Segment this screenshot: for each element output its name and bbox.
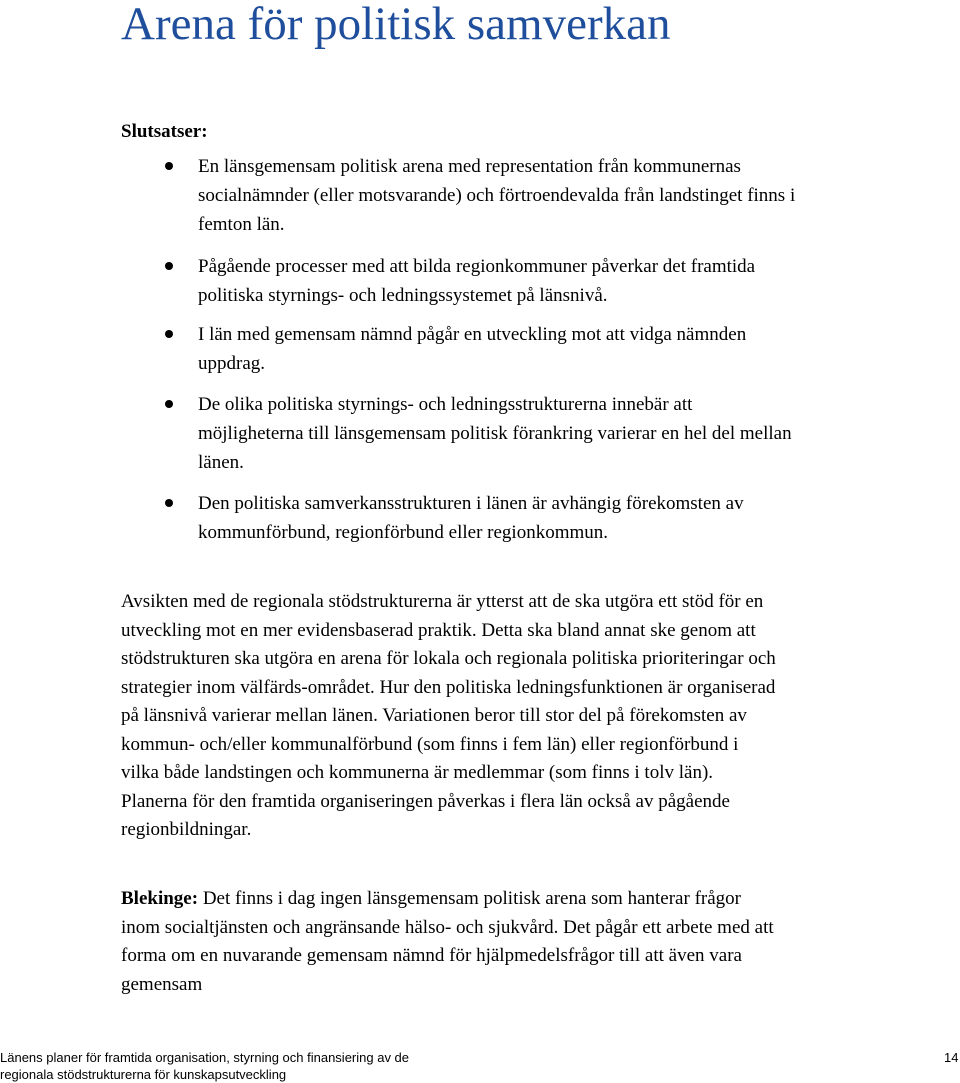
- page-title: Arena för politisk samverkan: [121, 0, 671, 50]
- bullet-icon: [165, 400, 173, 408]
- conclusion-item: [198, 153, 798, 240]
- conclusion-text: Den politiska samverkansstrukturen i länen är avhängig förekomsten av kommunförbund, regionförbund eller regionkommun.: [198, 493, 744, 543]
- conclusion-text: De olika politiska styrnings- och ledningsstrukturerna innebär att möjligheterna till länsgemensam politisk förankring varierar en hel del mellan länen.: [198, 394, 792, 473]
- conclusion-text: I län med gemensam nämnd pågår en utveckling mot att vidga nämnden uppdrag.: [198, 324, 747, 374]
- blekinge-paragraph: [121, 885, 781, 999]
- footer-line: Länens planer för framtida organisation, styrning och finansiering av de: [0, 1050, 410, 1065]
- bullet-icon: [165, 330, 173, 338]
- blekinge-text: Det finns i dag ingen länsgemensam politisk arena som hanterar frågor inom socialtjänsten och angränsande hälso- och sjukvård. Det pågår ett arbete med att forma om en nuvarande gemensam nämnd för hjälpmedelsfrågor till att även vara gemensam: [121, 888, 774, 995]
- conclusion-text: En länsgemensam politisk arena med representation från kommunernas socialnämnder (eller motsvarande) och förtroendevalda från landstinget finns i femton län.: [198, 156, 796, 235]
- conclusion-item: [198, 321, 798, 379]
- body-paragraph: Avsikten med de regionala stödstrukturerna är ytterst att de ska utgöra ett stöd för en utveckling mot en mer evidensbaserad praktik. Detta ska bland annat ske genom att stödstrukturen ska utgöra en arena för lokala och regionala politiska prioriteringar och strategier inom välfärds-området. Hur den politiska ledningsfunktionen är organiserad på länsnivå varierar mellan länen. Variationen beror till stor del på förekomsten av kommun- och/eller kommunalförbund (som finns i fem län) eller regionförbund i vilka både landstingen och kommunerna är medlemmar (som finns i tolv län). Planerna för den framtida organiseringen påverkas i flera län också av pågående regionbildningar.: [121, 591, 776, 840]
- bullet-icon: [165, 499, 173, 507]
- page-number: 14: [944, 1050, 959, 1065]
- footer-text: [0, 1049, 460, 1083]
- bullet-icon: [165, 262, 173, 270]
- conclusion-item: [198, 490, 798, 548]
- bullet-icon: [165, 162, 173, 170]
- conclusion-item: [198, 253, 798, 311]
- conclusions-heading: Slutsatser:: [121, 121, 208, 142]
- footer-line: regionala stödstrukturerna för kunskapsutveckling: [0, 1067, 287, 1082]
- conclusion-item: [198, 391, 798, 478]
- blekinge-label: Blekinge:: [121, 888, 199, 909]
- conclusion-text: Pågående processer med att bilda regionkommuner påverkar det framtida politiska styrnings- och ledningssystemet på länsnivå.: [198, 256, 756, 306]
